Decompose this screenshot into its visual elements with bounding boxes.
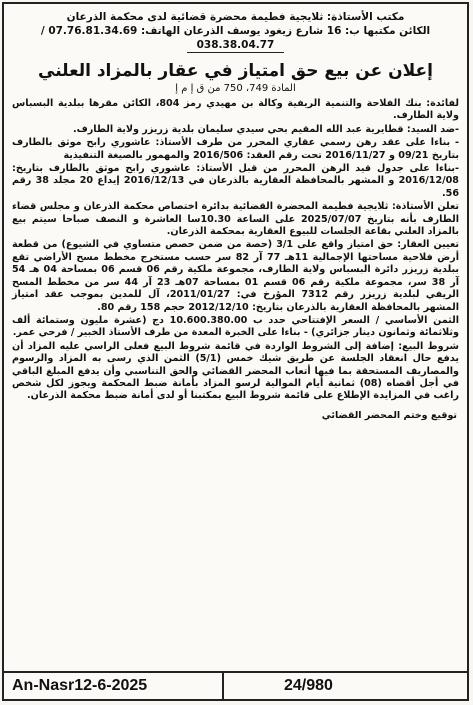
auction-date-paragraph: تعلن الأستاذة: ثلايجية فطيمة المحضرة القضائية بدائرة اختصاص محكمة الذرعان و مجلس قضاء الطارف بأنه بتاريخ 2025/07/07 على الساعة 10.30سا العاشرة و النصف صباحا سيتم بيع بالمزاد العلني بقاعة الجلسات للبيوع العقارية بمحكمة الذرعان. [12, 201, 460, 238]
newspaper-reference: An-Nasr12-6-2025 [12, 677, 148, 694]
legal-article: المادة 749، 750 من ق إ م إ [175, 83, 296, 94]
office-name: مكتب الأستاذة: ثلايجية فطيمة محضرة قضائية لدى محكمة الذرعان [66, 11, 405, 23]
base-price-paragraph: الثمن الأساسي / السعر الإفتتاحي حدد ب 10.600.380.00 دج (عشرة مليون وستمائة ألف وثلاثمائة وثمانون دينار جزائري) - بناءا على الخبرة المعدة من طرف الأستاذ الخبير / فرحي عمر. [12, 314, 459, 339]
property-description-paragraph: تعيين العقار: حق امتياز واقع على 3/1 (حصة من ضمن حصص متساوي في الشيوع) من قطعة أرض فلاحية مساحتها الإجمالية 11هـ 77 آر 82 سر حسب مستخرج مخطط مسح الأراضي تقع ببلدية زريزر دائرة البسباس ولاية الطارف، مجموعة ملكية رقم 06 قسم 06 بمساحة 04 هـ 54 آر 38 سر، مجموعة ملكية رقم 06 قسم 01 بمساحة 07هـ 23 آر 44 سر من مخطط المسح الريفي لبلدية زريزر رقم 7312 المؤرخ في: 2011/01/27، آل للمدين بموجب عقد امتياز المشهر بالمحافظة العقارية بالذرعان بتاريخ: 2012/12/10 حجم 158 رقم 80. [12, 239, 460, 313]
footer-divider [222, 673, 224, 699]
defendant-paragraph: -ضد السيد: قطايرية عبد الله المقيم بحي سيدي سليمان بلدية زريزر ولاية الطارف. [72, 123, 459, 135]
office-phone: 038.38.04.77 [187, 38, 285, 53]
announcement-sheet [2, 2, 469, 701]
publication-footer [4, 671, 467, 699]
signature-line: توقيع وختم المحضر القضائي [321, 409, 457, 421]
announcement-title: إعلان عن بيع حق امتياز في عقار بالمزاد العلني [38, 61, 433, 81]
office-header [4, 4, 467, 53]
beneficiary-paragraph: لفائدة: بنك الفلاحة والتنمية الريفية وكالة بن مهيدي رمز 804، الكائن مقرها ببلدية البسباس ولاية الطارف. [12, 98, 459, 122]
mortgage-deed-paragraph: - بناءا على عقد رهن رسمي عقاري المحرر من طرف الأستاذ: عاشوري رابح موثق بالطارف بتاريخ 09/21 و 2016/11/27 تحت رقم العقد: 2016/506 والمهمور بالصيغة التنفيذية [12, 137, 459, 161]
announcement-body [4, 98, 467, 403]
mortgage-registration-paragraph: -بناءا على جدول قيد الرهن المحرر من قبل الأستاذ: عاشوري رابح موثق بالطارف بتاريخ: 2016/12/08 و المشهر بالمحافظة العقارية بالذرعان في 2016/12/13 إيداع 20 مجلد 38 رقم 56. [12, 163, 459, 199]
office-address: الكائن مكتبها ب: 16 شارع زيغود يوسف الذرعان الهاتف: 07.76.81.34.69 / [40, 25, 431, 37]
publication-number: 24/980 [284, 677, 333, 694]
sale-conditions-paragraph: شروط البيع: إضافة إلى الشروط الواردة في قائمة شروط البيع فعلى الراسي عليه المزاد أن يدفع حال انعقاد الجلسة عن طريق شيك خمس (5/1) الثمن الذي رسى به المزاد والرسوم والمصاريف المستحقة بما فيها أتعاب المحضر القضائي والحق التناسبي وأن يدفع المبلغ الباقي في أجل أقصاه (08) ثمانية أيام الموالية لرسو المزاد بأمانة ضبط المحكمة ويجوز لكل شخص راغب في المزايدة الإطلاع على قائمة شروط البيع بمكتبنا أو لدى أمانة ضبط محكمة الذرعان. [12, 340, 459, 402]
